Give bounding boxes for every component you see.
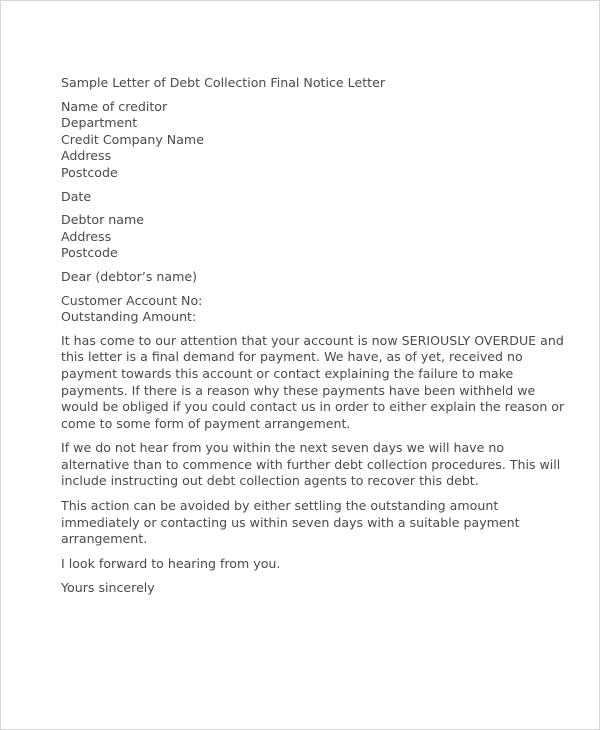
paragraph-line: come to some form of payment arrangement. xyxy=(61,415,351,431)
debtor-block xyxy=(61,212,561,262)
paragraph-line: immediately or contacting us within seven days with a suitable payment xyxy=(61,514,520,530)
creditor-name-line: Name of creditor xyxy=(61,98,168,114)
salutation: Dear (debtor’s name) xyxy=(61,268,198,284)
creditor-company-line: Credit Company Name xyxy=(61,131,204,147)
paragraph-line: This action can be avoided by either settling the outstanding amount xyxy=(61,498,499,514)
letter-body xyxy=(61,75,565,605)
debtor-postcode-line: Postcode xyxy=(61,245,118,261)
customer-account-line: Customer Account No: xyxy=(61,292,203,308)
paragraph-line: alternative than to commence with further debt collection procedures. This will xyxy=(61,456,561,472)
creditor-address-line: Address xyxy=(61,148,112,164)
debtor-address-line: Address xyxy=(61,228,112,244)
paragraph-line: would be obliged if you could contact us in order to either explain the reason or xyxy=(61,399,565,415)
date-line: Date xyxy=(61,188,92,204)
creditor-postcode-line: Postcode xyxy=(61,164,118,180)
debtor-name-line: Debtor name xyxy=(61,212,144,228)
closing-line: I look forward to hearing from you. xyxy=(61,555,281,571)
letter-title: Sample Letter of Debt Collection Final Notice Letter xyxy=(61,75,385,90)
paragraph-line: It has come to our attention that your account is now SERIOUSLY OVERDUE and xyxy=(61,332,564,348)
account-block xyxy=(61,293,561,326)
paragraph-line: payments. If there is a reason why these payments have been withheld we xyxy=(61,382,536,398)
outstanding-amount-line: Outstanding Amount: xyxy=(61,309,197,325)
paragraph-avoid-action xyxy=(61,498,561,548)
creditor-block xyxy=(61,99,561,182)
paragraph-line: If we do not hear from you within the next seven days we will have no xyxy=(61,440,505,456)
creditor-department-line: Department xyxy=(61,115,138,131)
paragraph-line: arrangement. xyxy=(61,531,148,547)
paragraph-line: this letter is a final demand for payment. We have, as of yet, received no xyxy=(61,349,523,365)
paragraph-line: payment towards this account or contact explaining the failure to make xyxy=(61,365,514,381)
paragraph-collection-warning xyxy=(61,440,561,490)
paragraph-overdue-notice xyxy=(61,332,565,433)
paragraph-line: include instructing out debt collection agents to recover this debt. xyxy=(61,473,479,489)
sign-off: Yours sincerely xyxy=(61,580,155,596)
